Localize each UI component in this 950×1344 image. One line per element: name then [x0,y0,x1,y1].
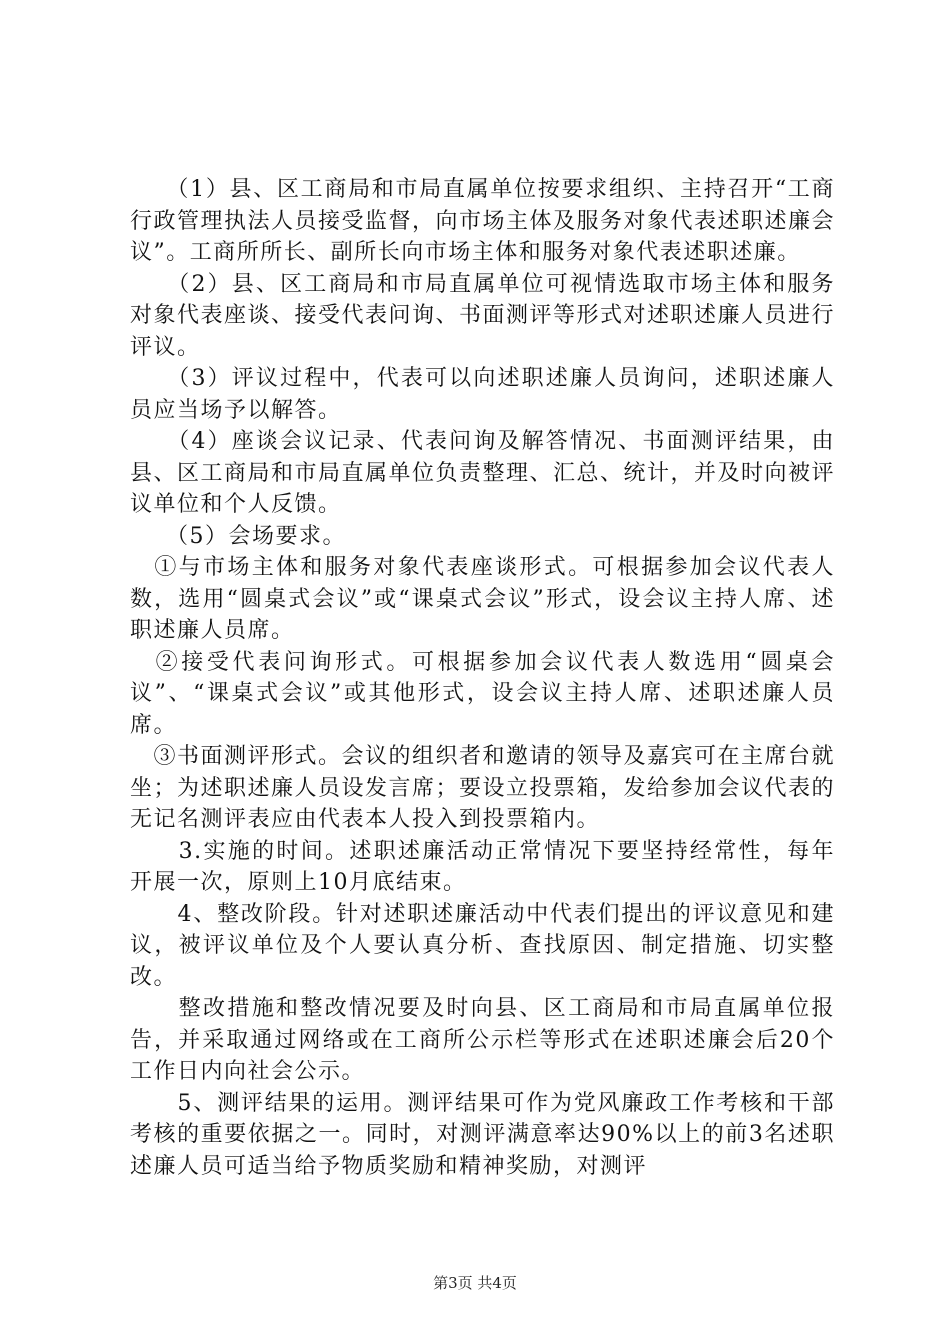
paragraph-7: ②接受代表问询形式。可根据参加会议代表人数选用“圆桌会议”、“课桌式会议”或其他形式，设会议主持人席、述职述廉人员席。 [130,649,835,738]
paragraph-8: ③书面测评形式。会议的组织者和邀请的领导及嘉宾可在主席台就坐；为述职述廉人员设发言席；要设立投票箱，发给参加会议代表的无记名测评表应由代表本人投入到投票箱内。 [130,744,836,832]
paragraph-12: 5、测评结果的运用。测评结果可作为党风廉政工作考核和干部考核的重要依据之一。同时，对测评满意率达90%以上的前3名述职述廉人员可适当给予物质奖励和精神奖励，对测评 [130,1090,835,1179]
paragraph-11: 整改措施和整改情况要及时向县、区工商局和市局直属单位报告，并采取通过网络或在工商所公示栏等形式在述职述廉会后20个工作日内向社会公示。 [130,996,835,1084]
paragraph-4: （4）座谈会议记录、代表问询及解答情况、书面测评结果，由县、区工商局和市局直属单位负责整理、汇总、统计，并及时向被评议单位和个人反馈。 [130,429,836,517]
paragraph-3: （3）评议过程中，代表可以向述职述廉人员询问，述职述廉人员应当场予以解答。 [130,366,835,423]
paragraph-1: （1）县、区工商局和市局直属单位按要求组织、主持召开“工商行政管理执法人员接受监督，向市场主体及服务对象代表述职述廉会议”。工商所所长、副所长向市场主体和服务对象代表述职述廉。 [130,177,836,265]
paragraph-6: ①与市场主体和服务对象代表座谈形式。可根据参加会议代表人数，选用“圆桌式会议”或“课桌式会议”形式，设会议主持人席、述职述廉人员席。 [130,555,835,643]
paragraph-9: 3.实施的时间。述职述廉活动正常情况下要坚持经常性，每年开展一次，原则上10月底结束。 [130,838,835,895]
page-number: 第3页 共4页 [433,1274,517,1292]
paragraph-10: 4、整改阶段。针对述职述廉活动中代表们提出的评议意见和建议，被评议单位及个人要认真分析、查找原因、制定措施、切实整改。 [130,901,835,990]
paragraph-5: （5）会场要求。 [130,523,346,549]
document-body [130,174,835,1182]
paragraph-2: （2）县、区工商局和市局直属单位可视情选取市场主体和服务对象代表座谈、接受代表问询、书面测评等形式对述职述廉人员进行评议。 [130,271,836,360]
